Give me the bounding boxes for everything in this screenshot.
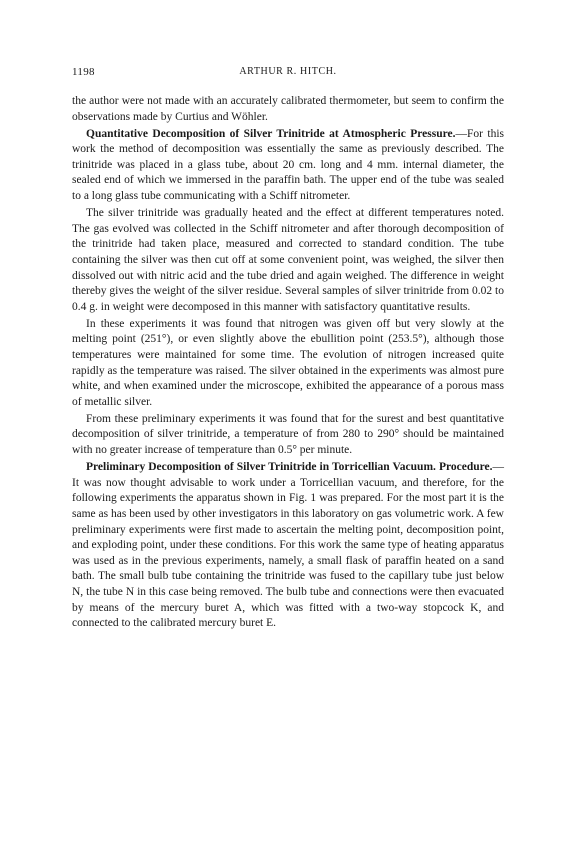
section-text: —For this work the method of decomposition was essentially the same as previously described. The trinitride was placed in a glass tube, about 20 cm. long and 4 mm. internal diameter, the sealed end of which we immersed in the paraffin bath. The upper end of the tube was sealed to a long glass tube communicating with a Schiff nitrometer. (72, 127, 505, 203)
section-heading: Quantitative Decomposition of Silver Trinitride at Atmospheric Pressure. (86, 127, 456, 140)
body-text (72, 94, 504, 633)
page-number: 1198 (72, 66, 95, 78)
section-paragraph (72, 460, 504, 632)
paragraph: the author were not made with an accurately calibrated thermometer, but seem to confirm the observations made by Curtius and Wöhler. (72, 95, 504, 123)
section-text: —It was now thought advisable to work under a Torricellian vacuum, and therefore, for the following experiments the apparatus shown in Fig. 1 was prepared. For the most part it is the same as has been used by other investigators in this laboratory on gas volumetric work. A few preliminary experiments were first made to ascertain the melting point, decomposition point, and exploding point, under these conditions. For this work the same type of heating apparatus was used as in the previous experiments, namely, a small flask of paraffin heated on a sand bath. The small bulb tube containing the trinitride was fused to the capillary tube just below N, the tube N in this case being removed. The bulb tube and connections were then evacuated by means of the mercury buret A, which was fitted with a two-way stopcock K, and connected to the calibrated mercury buret E. (72, 461, 504, 630)
section-heading: Preliminary Decomposition of Silver Trinitride in Torricellian Vacuum. Procedure. (86, 461, 493, 474)
running-title: ARTHUR R. HITCH. (239, 66, 337, 77)
paragraph: In these experiments it was found that nitrogen was given off but very slowly at the melting point (251°), or even slightly above the ebullition point (253.5°), although those temperatures were maintained for some time. The evolution of nitrogen increased quite rapidly as the temperature was raised. The silver obtained in the experiments was almost pure white, and when examined under the microscope, exhibited the appearance of a porous mass of metallic silver. (72, 317, 504, 408)
paragraph: The silver trinitride was gradually heated and the effect at different temperatures noted. The gas evolved was collected in the Schiff nitrometer and after thorough decomposition of the trinitride had taken place, measured and corrected to standard condition. The tube containing the silver was then cut off at some convenient point, was weighed, the silver then dissolved out with nitric acid and the tube dried and again weighed. The difference in weight thereby gives the weight of the silver residue. Several samples of silver trinitride from 0.02 to 0.4 g. in weight were decomposed in this manner with satisfactory quantitative results. (72, 207, 504, 313)
paragraph: From these preliminary experiments it was found that for the surest and best quantitative decomposition of silver trinitride, a temperature of from 280 to 290° should be maintained with no greater increase of temperature than 0.5° per minute. (72, 412, 504, 457)
section-paragraph (72, 127, 504, 205)
